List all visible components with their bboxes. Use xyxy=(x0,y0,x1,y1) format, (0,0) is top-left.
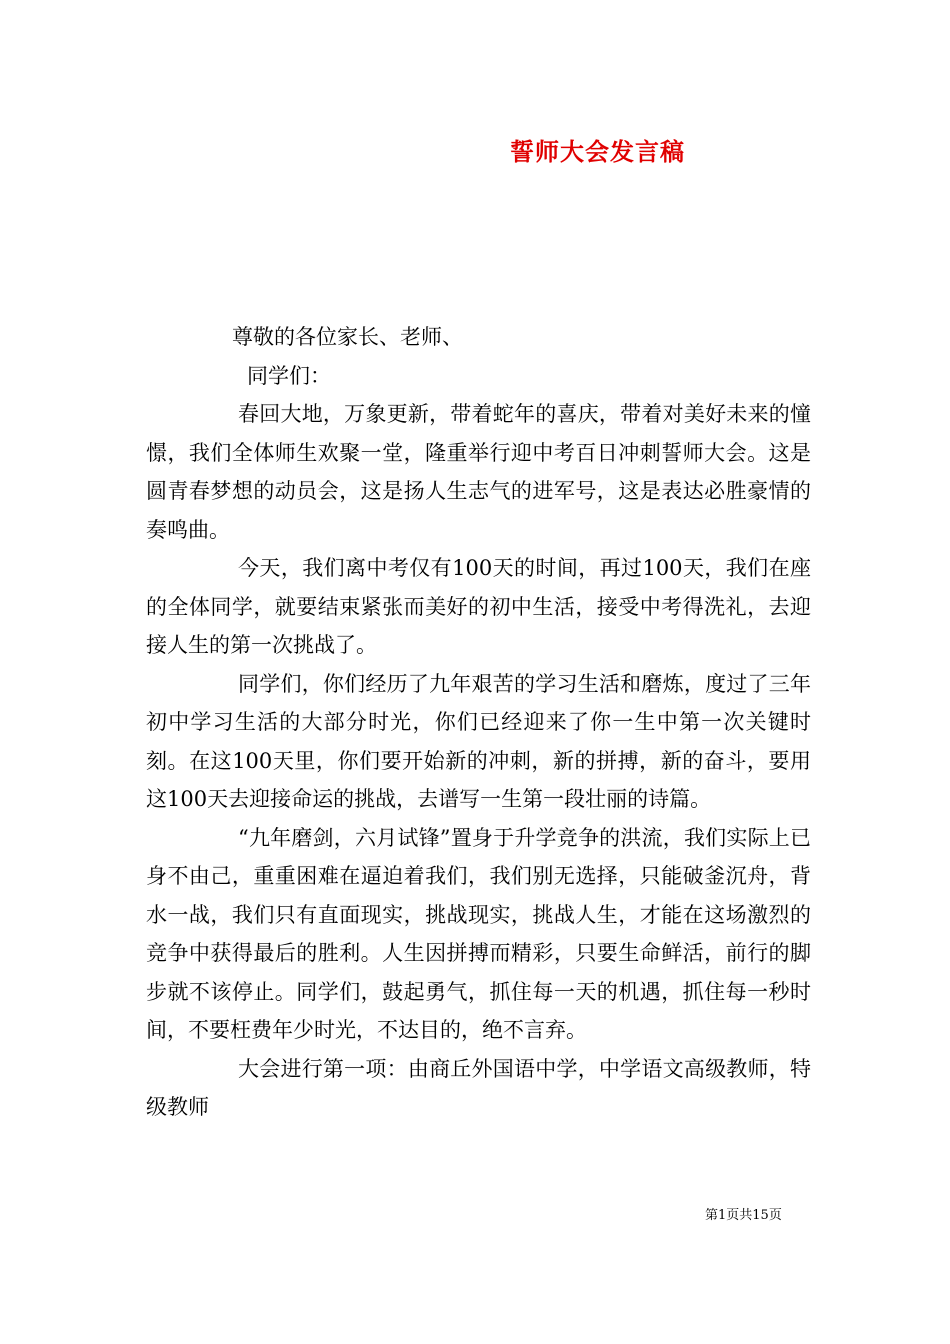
document-body xyxy=(146,318,811,1127)
paragraph-2: 今天，我们离中考仅有100天的时间，再过100天，我们在座的全体同学，就要结束紧张而美好的初中生活，接受中考得洗礼，去迎接人生的第一次挑战了。 xyxy=(146,556,811,657)
page-footer: 第1页共15页 xyxy=(705,1208,782,1223)
paragraph-4: “九年磨剑，六月试锋”置身于升学竞争的洪流，我们实际上已身不由己，重重困难在逼迫着我们，我们别无选择，只能破釜沉舟，背水一战，我们只有直面现实，挑战现实，挑战人生，才能在这场激烈的竞争中获得最后的胜利。人生因拼搏而精彩，只要生命鲜活，前行的脚步就不该停止。同学们，鼓起勇气，抓住每一天的机遇，抓住每一秒时间，不要枉费年少时光，不达目的，绝不言弃。 xyxy=(146,825,811,1042)
paragraph-5: 大会进行第一项：由商丘外国语中学，中学语文高级教师，特级教师 xyxy=(146,1056,811,1119)
page-title: 誓师大会发言稿 xyxy=(510,137,685,166)
paragraph-3: 同学们，你们经历了九年艰苦的学习生活和磨炼，度过了三年初中学习生活的大部分时光，你们已经迎来了你一生中第一次关键时刻。在这100天里，你们要开始新的冲刺，新的拼搏，新的奋斗，要用这100天去迎接命运的挑战，去谱写一生第一段壮丽的诗篇。 xyxy=(146,671,811,811)
salutation-line-2: 同学们： xyxy=(247,363,331,388)
paragraph-1: 春回大地，万象更新，带着蛇年的喜庆，带着对美好未来的憧憬，我们全体师生欢聚一堂，隆重举行迎中考百日冲刺誓师大会。这是圆青春梦想的动员会，这是扬人生志气的进军号，这是表达必胜豪情的奏鸣曲。 xyxy=(146,402,811,542)
salutation-line-1: 尊敬的各位家长、老师、 xyxy=(232,325,463,349)
